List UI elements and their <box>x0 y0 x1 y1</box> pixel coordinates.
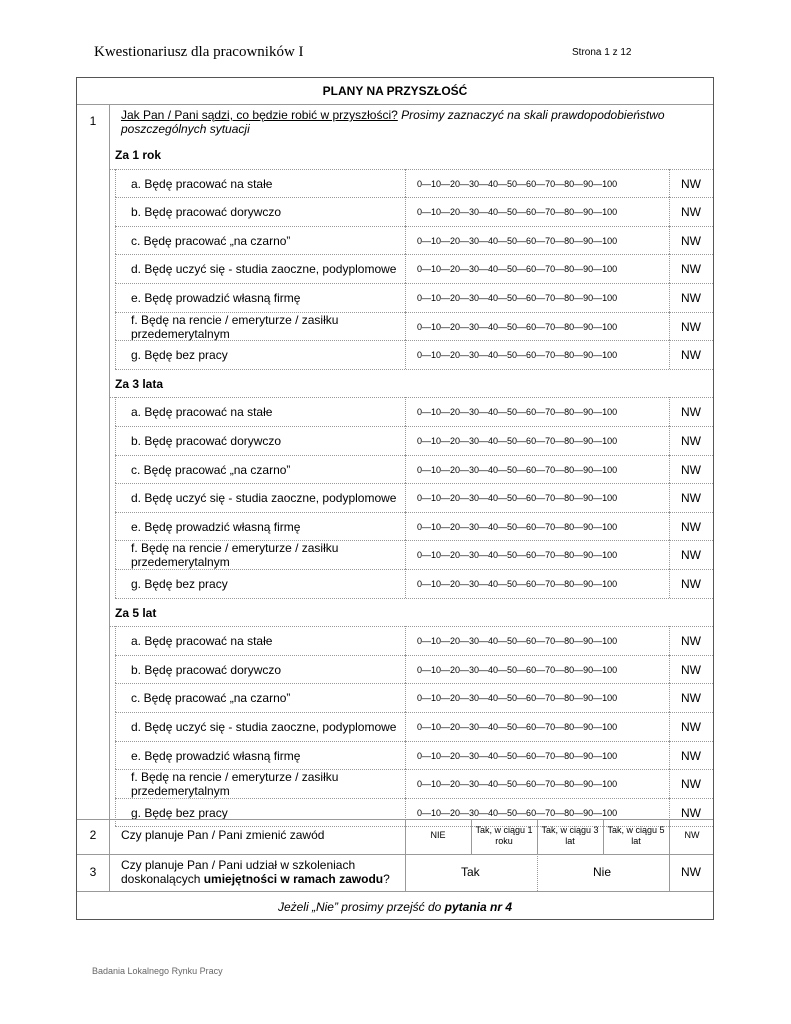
q3-option-nw[interactable]: NW <box>681 865 701 879</box>
nw-option[interactable]: NW <box>681 262 701 277</box>
table-title: PLANY NA PRZYSZŁOŚĆ <box>77 78 713 105</box>
q3-option-nie[interactable]: Nie <box>593 865 612 879</box>
probability-scale[interactable]: 0—10—20—30—40—50—60—70—80—90—100 <box>417 722 618 732</box>
nw-option[interactable]: NW <box>681 748 701 763</box>
scenario-label: a. Będę pracować na stałe <box>131 176 273 191</box>
page-number: Strona 1 z 12 <box>572 47 632 58</box>
probability-scale[interactable]: 0—10—20—30—40—50—60—70—80—90—100 <box>417 178 618 189</box>
nw-option[interactable]: NW <box>681 805 701 820</box>
question-1-number: 1 <box>89 114 97 128</box>
probability-scale[interactable]: 0—10—20—30—40—50—60—70—80—90—100 <box>417 807 618 818</box>
q2-option-nie[interactable]: NIE <box>430 830 446 840</box>
skip-instruction: Jeżeli „Nie” prosimy przejść do pytania nr 4 <box>277 900 513 914</box>
scenario-label: b. Będę pracować dorywczo <box>131 662 282 677</box>
nw-option[interactable]: NW <box>681 519 701 534</box>
section-title: Za 5 lat <box>115 605 157 620</box>
probability-scale[interactable]: 0—10—20—30—40—50—60—70—80—90—100 <box>417 579 618 589</box>
probability-scale[interactable]: 0—10—20—30—40—50—60—70—80—90—100 <box>417 493 618 504</box>
nw-option[interactable]: NW <box>681 291 701 305</box>
probability-scale[interactable]: 0—10—20—30—40—50—60—70—80—90—100 <box>417 464 618 475</box>
nw-option[interactable]: NW <box>681 462 701 477</box>
probability-scale[interactable]: 0—10—20—30—40—50—60—70—80—90—100 <box>417 779 618 790</box>
nw-option[interactable]: NW <box>681 777 701 792</box>
scenario-label: c. Będę pracować „na czarno” <box>131 233 291 248</box>
probability-scale[interactable]: 0—10—20—30—40—50—60—70—80—90—100 <box>417 407 618 418</box>
nw-option[interactable]: NW <box>681 634 701 649</box>
scenario-label: e. Będę prowadzić własną firmę <box>131 291 301 305</box>
nw-option[interactable]: NW <box>681 405 701 420</box>
nw-option[interactable]: NW <box>681 319 701 334</box>
nw-option[interactable]: NW <box>681 548 701 563</box>
q2-option-nw[interactable]: NW <box>684 830 700 840</box>
question-3-number: 3 <box>89 865 97 879</box>
probability-scale[interactable]: 0—10—20—30—40—50—60—70—80—90—100 <box>417 436 618 446</box>
probability-scale[interactable]: 0—10—20—30—40—50—60—70—80—90—100 <box>417 750 618 761</box>
scenario-label: d. Będę uczyć się - studia zaoczne, podyplomowe <box>131 720 397 734</box>
scenario-label: a. Będę pracować na stałe <box>131 634 273 649</box>
scenario-label: d. Będę uczyć się - studia zaoczne, podyplomowe <box>131 262 397 277</box>
section-title: Za 1 rok <box>115 148 162 162</box>
nw-option[interactable]: NW <box>681 434 701 448</box>
scenario-label: c. Będę pracować „na czarno” <box>131 462 291 477</box>
nw-option[interactable]: NW <box>681 662 701 677</box>
question-3-text: Czy planuje Pan / Pani udział w szkoleniach doskonalących umiejętności w ramach zawodu? <box>121 858 390 886</box>
nw-option[interactable]: NW <box>681 348 701 363</box>
question-2-number: 2 <box>89 828 97 842</box>
scenario-label: a. Będę pracować na stałe <box>131 405 273 420</box>
nw-option[interactable]: NW <box>681 577 701 591</box>
scenario-label: b. Będę pracować dorywczo <box>131 205 282 220</box>
nw-option[interactable]: NW <box>681 720 701 734</box>
footer-text: Badania Lokalnego Rynku Pracy <box>92 966 223 976</box>
probability-scale[interactable]: 0—10—20—30—40—50—60—70—80—90—100 <box>417 550 618 561</box>
probability-scale[interactable]: 0—10—20—30—40—50—60—70—80—90—100 <box>417 636 618 647</box>
q2-option-1-year[interactable]: Tak, w ciągu 1 roku <box>475 825 533 846</box>
q2-option-3-years[interactable]: Tak, w ciągu 3 lat <box>541 825 599 846</box>
question-2-text: Czy planuje Pan / Pani zmienić zawód <box>121 828 325 842</box>
nw-option[interactable]: NW <box>681 233 701 248</box>
probability-scale[interactable]: 0—10—20—30—40—50—60—70—80—90—100 <box>417 521 618 532</box>
scenario-label: b. Będę pracować dorywczo <box>131 434 282 448</box>
nw-option[interactable]: NW <box>681 205 701 220</box>
scenario-label: e. Będę prowadzić własną firmę <box>131 748 301 763</box>
q2-option-5-years[interactable]: Tak, w ciągu 5 lat <box>607 825 665 846</box>
scenario-label: e. Będę prowadzić własną firmę <box>131 519 301 534</box>
scenario-label: g. Będę bez pracy <box>131 805 228 820</box>
nw-option[interactable]: NW <box>681 176 701 191</box>
scenario-label: g. Będę bez pracy <box>131 577 228 591</box>
probability-scale[interactable]: 0—10—20—30—40—50—60—70—80—90—100 <box>417 664 618 675</box>
probability-scale[interactable]: 0—10—20—30—40—50—60—70—80—90—100 <box>417 350 618 361</box>
probability-scale[interactable]: 0—10—20—30—40—50—60—70—80—90—100 <box>417 207 618 218</box>
document-title: Kwestionariusz dla pracowników I <box>94 44 304 60</box>
probability-scale[interactable]: 0—10—20—30—40—50—60—70—80—90—100 <box>417 693 618 704</box>
scenario-label: g. Będę bez pracy <box>131 348 228 363</box>
probability-scale[interactable]: 0—10—20—30—40—50—60—70—80—90—100 <box>417 321 618 332</box>
scenario-label: f. Będę na rencie / emeryturze / zasiłku przedemerytalnym <box>131 770 339 799</box>
nw-option[interactable]: NW <box>681 691 701 706</box>
q3-option-tak[interactable]: Tak <box>461 865 480 879</box>
scenario-label: d. Będę uczyć się - studia zaoczne, podyplomowe <box>131 491 397 506</box>
scenario-label: f. Będę na rencie / emeryturze / zasiłku przedemerytalnym <box>131 312 339 341</box>
probability-scale[interactable]: 0—10—20—30—40—50—60—70—80—90—100 <box>417 293 618 303</box>
scenario-label: f. Będę na rencie / emeryturze / zasiłku przedemerytalnym <box>131 541 339 570</box>
section-title: Za 3 lata <box>115 376 164 391</box>
nw-option[interactable]: NW <box>681 491 701 506</box>
questionnaire-table <box>76 77 714 920</box>
scenario-label: c. Będę pracować „na czarno” <box>131 691 291 706</box>
probability-scale[interactable]: 0—10—20—30—40—50—60—70—80—90—100 <box>417 264 618 275</box>
probability-scale[interactable]: 0—10—20—30—40—50—60—70—80—90—100 <box>417 235 618 246</box>
question-1-text: Jak Pan / Pani sądzi, co będzie robić w przyszłości? Prosimy zaznaczyć na skali prawdopodobieństwo poszczególnych sytuacji <box>121 108 665 136</box>
